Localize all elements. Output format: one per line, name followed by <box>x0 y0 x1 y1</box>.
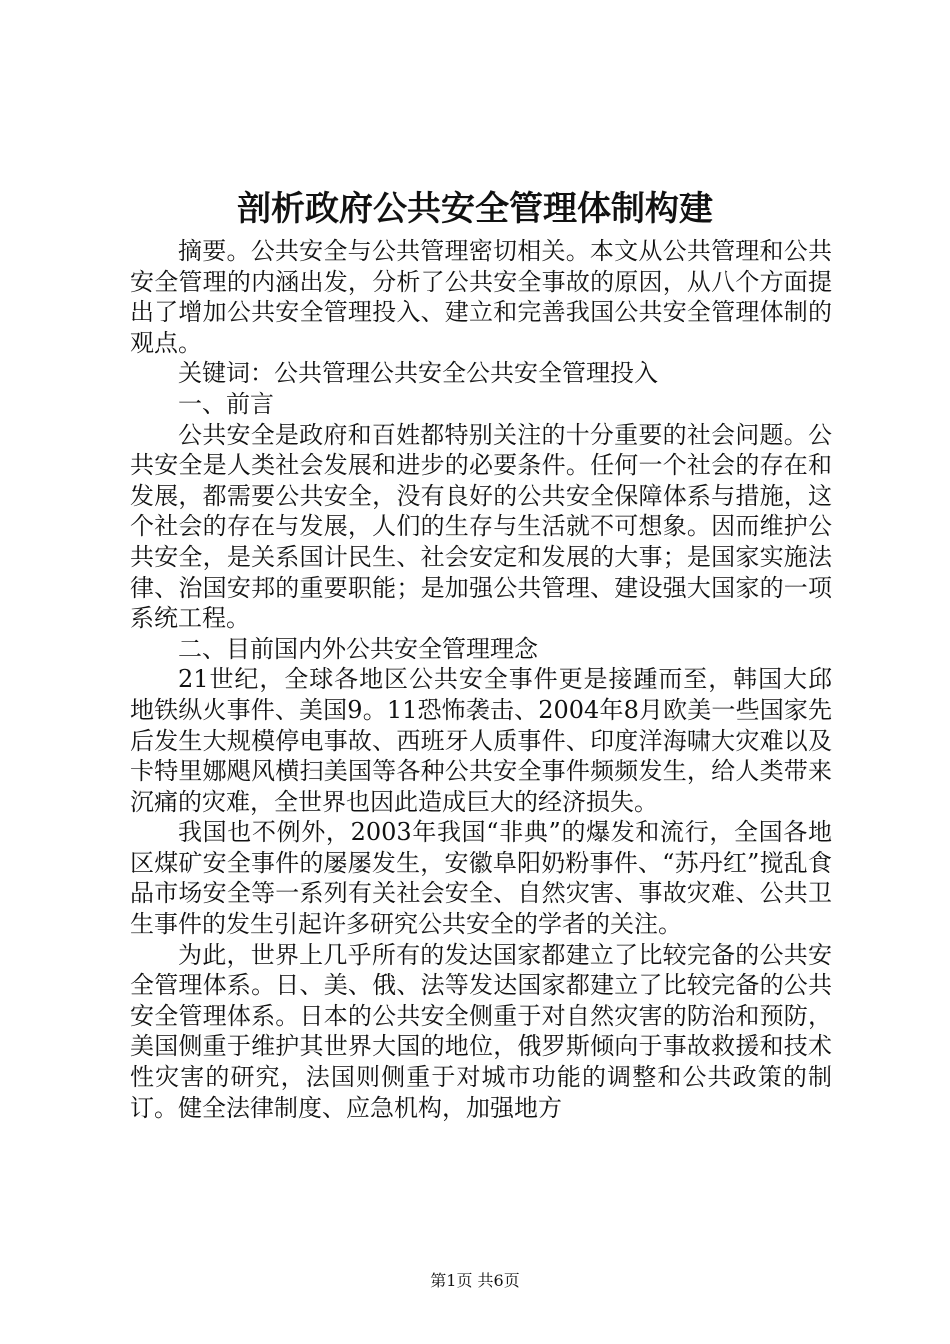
page-number: 第1页 共6页 <box>430 1271 520 1290</box>
document-title: 剖析政府公共安全管理体制构建 <box>237 189 713 229</box>
keywords-paragraph: 关键词：公共管理公共安全公共安全管理投入 <box>178 359 658 388</box>
body-paragraph: 为此，世界上几乎所有的发达国家都建立了比较完备的公共安全管理体系。日、美、俄、法等发达国家都建立了比较完备的公共安全管理体系。日本的公共安全侧重于对自然灾害的防治和预防，美国侧重于维护其世界大国的地位，俄罗斯倾向于事故救援和技术性灾害的研究，法国则侧重于对城市功能的调整和公共政策的制订。健全法律制度、应急机构，加强地方 <box>130 940 832 1122</box>
abstract-paragraph: 摘要。公共安全与公共管理密切相关。本文从公共管理和公共安全管理的内涵出发，分析了公共安全事故的原因，从八个方面提出了增加公共安全管理投入、建立和完善我国公共安全管理体制的观点。 <box>130 237 832 357</box>
section-heading-concepts: 二、目前国内外公共安全管理理念 <box>178 634 538 663</box>
section-heading-preface: 一、前言 <box>178 389 274 418</box>
body-paragraph: 公共安全是政府和百姓都特别关注的十分重要的社会问题。公共安全是人类社会发展和进步的必要条件。任何一个社会的存在和发展，都需要公共安全，没有良好的公共安全保障体系与措施，这个社会的存在与发展，人们的生存与生活就不可想象。因而维护公共安全，是关系国计民生、社会安定和发展的大事；是国家实施法律、治国安邦的重要职能；是加强公共管理、建设强大国家的一项系统工程。 <box>130 420 832 633</box>
document-body <box>130 236 832 1123</box>
body-paragraph: 21世纪，全球各地区公共安全事件更是接踵而至，韩国大邱地铁纵火事件、美国9。11恐怖袭击、2004年8月欧美一些国家先后发生大规模停电事故、西班牙人质事件、印度洋海啸大灾难以及卡特里娜飓风横扫美国等各种公共安全事件频频发生，给人类带来沉痛的灾难，全世界也因此造成巨大的经济损失。 <box>130 665 832 816</box>
body-paragraph: 我国也不例外，2003年我国“非典”的爆发和流行，全国各地区煤矿安全事件的屡屡发生，安徽阜阳奶粉事件、“苏丹红”搅乱食品市场安全等一系列有关社会安全、自然灾害、事故灾难、公共卫生事件的发生引起许多研究公共安全的学者的关注。 <box>130 818 832 939</box>
